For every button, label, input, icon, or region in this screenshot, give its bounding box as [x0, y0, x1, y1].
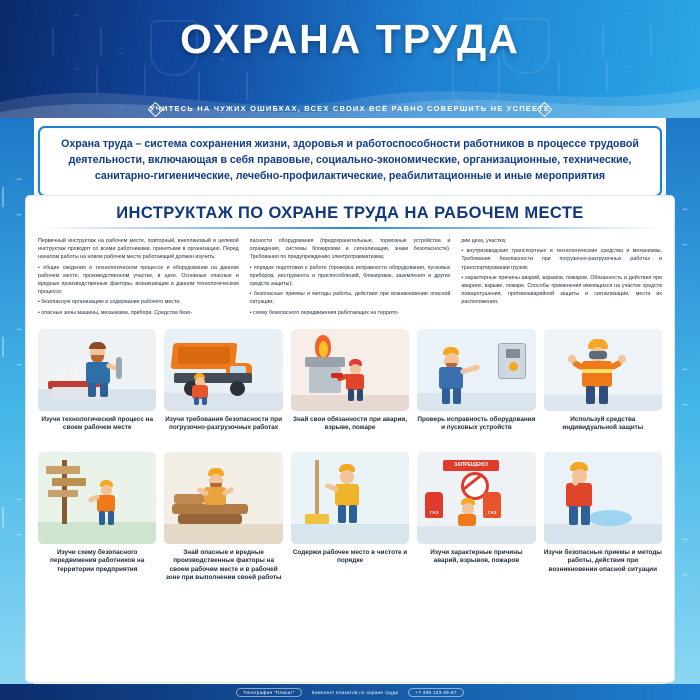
cards-row-1 [26, 319, 674, 442]
cards-row-2 [26, 442, 674, 583]
card-movement-scheme [38, 452, 156, 583]
paragraph: • общие сведения о технологическом процессе и оборудовании на данном рабочем месте, производственном участке, в цехе. Основные опасные и вредные производственные факторы, возникающие в данном технологическом процессе; [38, 264, 239, 296]
card-check-equipment [417, 329, 535, 442]
paragraph: • внутризаводские транспортные и технологические средства и механизмы. Требования безопасности при погрузочно-разгрузочных работах и транспортировании грузов; [461, 248, 663, 271]
page-title: ОХРАНА ТРУДА [180, 16, 520, 62]
card-harmful-factors [164, 452, 282, 583]
illustration-keep-clean [291, 452, 409, 544]
paragraph: рии цеха, участка; [461, 238, 507, 244]
card-caption: Изучи схему безопасного передвижения работников на территории предприятия [50, 548, 145, 573]
paragraph: • опасные зоны машины, механизма, прибора. Средства безо- [38, 309, 193, 316]
definition-box [38, 126, 662, 197]
section-title: ИНСТРУКТАЖ ПО ОХРАНЕ ТРУДА НА РАБОЧЕМ МЕСТЕ [116, 204, 584, 222]
card-caption: Проверь исправность оборудования и пусковых устройств [417, 415, 536, 432]
illustration-study-process [38, 329, 156, 411]
paragraph: • безопасную организацию и содержание рабочего места; [38, 299, 181, 306]
illustration-emergency-duties [291, 329, 409, 411]
paragraph: • безопасные приемы и методы работы, действия при возникновении опасной ситуации; [249, 291, 451, 306]
card-caption: Изучи безопасные приемы и методы работы, действия при возникновении опасной ситуации [543, 548, 662, 573]
card-caption: Знай свои обязанности при аварии, взрыве, пожаре [292, 415, 408, 432]
paragraph: • порядок подготовки к работе (проверка исправности оборудования, пусковых приборов, инструмента и приспособлений, блокировок, заземления и других средств защиты); [249, 264, 451, 288]
instruction-column-2 [250, 237, 451, 319]
sign-left-label: ГАЗ [429, 509, 439, 515]
instruction-column-1 [38, 237, 239, 319]
sign-title: ЗАПРЕЩЕНО! [453, 462, 489, 469]
card-use-ppe [544, 329, 662, 442]
card-loading-safety [164, 329, 282, 442]
illustration-accident-causes [417, 452, 535, 544]
card-caption: Изучи технологический процесс на своем рабочем месте [41, 415, 154, 432]
card-caption: Изучи характерные причины аварий, взрывов, пожаров [430, 548, 523, 565]
illustration-check-equipment [417, 329, 535, 411]
card-caption: Знай опасные и вредные производственные факторы на своем рабочем месте и в рабочей зоне при выполнении своей работы [165, 548, 282, 582]
paragraph: пасности оборудования (предохранительные, тормозные устройства и ограждения, системы блокировки и сигнализации, знаки безопасности). Требования по предупреждению электротравматизма; [249, 238, 451, 261]
poster-header [0, 0, 700, 118]
sign-right-label: ГАЗ [487, 509, 497, 515]
card-caption: Содержи рабочее место в чистоте и порядке [292, 548, 408, 565]
header-subtitle: УЧИТЕСЬ НА ЧУЖИХ ОШИБКАХ, ВСЕХ СВОИХ ВСЁ РАВНО СОВЕРШИТЬ НЕ УСПЕЕТЕ [149, 104, 551, 113]
title-divider [38, 227, 662, 229]
definition-text: Охрана труда – система сохранения жизни, здоровья и работоспособности работников в процессе трудовой деятельности, включающая в себя правовые, социально-экономические, организационные, технические, санитарно-гигиенические, лечебно-профилактические, реабилитационные и иные мероприятия [61, 138, 639, 182]
paragraph: • характерные причины аварий, взрывов, пожаров. Обязанность и действия при авариях, взрыве, пожаре. Способы применения имеющихся на участке средств пожаротушения, противоаварийной защиты и сигнализации, места их расположения. [461, 274, 663, 306]
footer-company: Типография "Плакат" [236, 688, 301, 697]
illustration-safe-methods [544, 452, 662, 544]
card-emergency-duties [291, 329, 409, 442]
instruction-column-3 [461, 237, 662, 319]
card-safe-methods [544, 452, 662, 583]
footer-phone: +7 495 123-45-67 [408, 688, 463, 697]
illustration-use-ppe [544, 329, 662, 411]
card-caption: Изучи требования безопасности при погрузочно-разгрузочных работах [165, 415, 282, 432]
illustration-loading-safety [164, 329, 282, 411]
paragraph: • схему безопасного передвижения работающих на террито- [249, 309, 399, 316]
illustration-harmful-factors [164, 452, 282, 544]
paragraph: Первичный инструктаж на рабочем месте, повторный, внеплановый и целевой инструктаж проводят со всеми работниками, принятыми в организацию. Перед началом работы на новом рабочем месте работающий должен изучить: [38, 238, 239, 261]
card-accident-causes [417, 452, 535, 583]
card-study-process [38, 329, 156, 442]
card-keep-clean [291, 452, 409, 583]
content-panel [26, 196, 674, 682]
footer-note: Комплект плакатов по охране труда [311, 689, 399, 695]
poster-footer [0, 684, 700, 700]
card-caption: Используй средства индивидуальной защиты [562, 415, 644, 432]
illustration-movement-scheme [38, 452, 156, 544]
instruction-columns [26, 237, 674, 319]
